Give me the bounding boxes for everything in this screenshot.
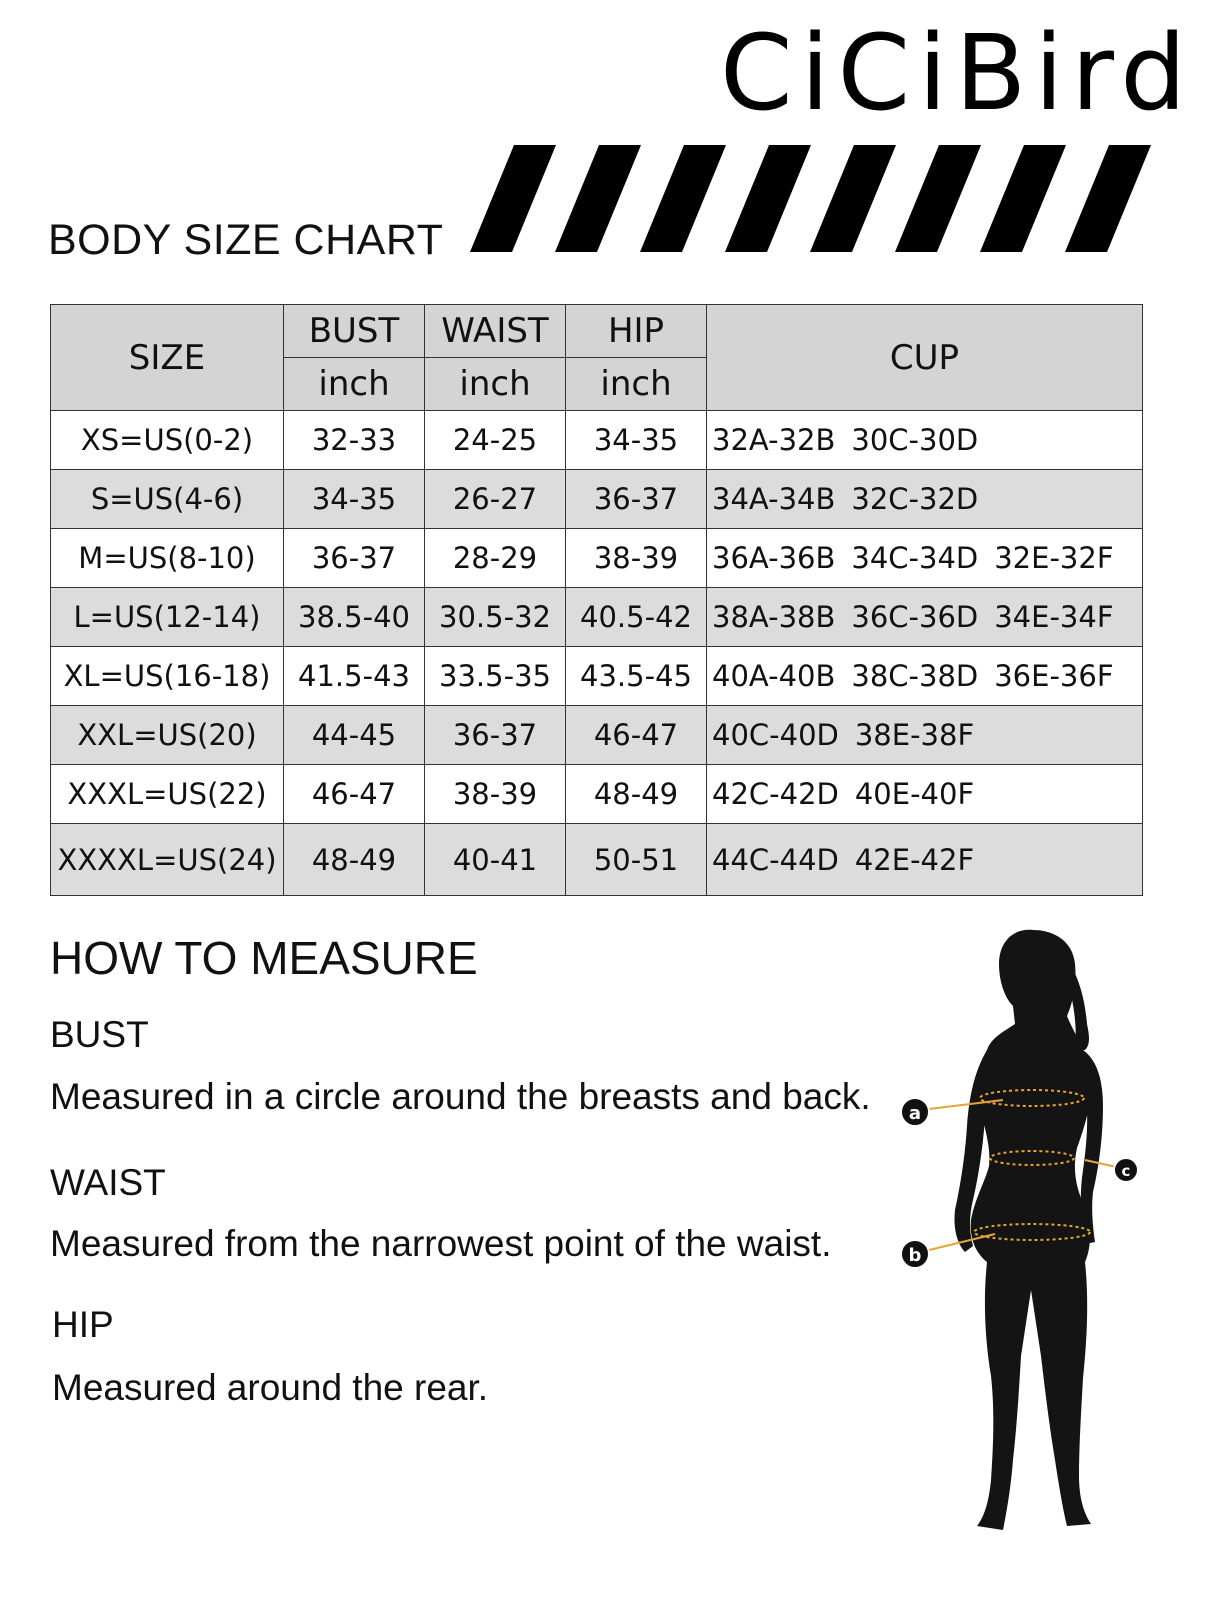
- chart-title: BODY SIZE CHART: [48, 216, 444, 264]
- cup-size: 40C-40D: [712, 718, 839, 752]
- cup-size: 36A-36B: [712, 541, 836, 575]
- cell-hip: 50-51: [566, 824, 707, 896]
- cup-size: 38A-38B: [712, 600, 836, 634]
- header-bust: BUST: [284, 305, 425, 358]
- cup-size: 40A-40B: [712, 659, 836, 693]
- body-silhouette-figure: [895, 920, 1155, 1550]
- cell-bust: 41.5-43: [284, 647, 425, 706]
- cell-hip: 43.5-45: [566, 647, 707, 706]
- cup-size: 42C-42D: [712, 777, 839, 811]
- table-row: [51, 470, 1143, 529]
- cell-hip: 36-37: [566, 470, 707, 529]
- cup-size: 34A-34B: [712, 482, 836, 516]
- cell-size: XXXXL=US(24): [51, 824, 284, 896]
- cell-waist: 36-37: [425, 706, 566, 765]
- cup-size: 42E-42F: [854, 842, 975, 877]
- header-waist: WAIST: [425, 305, 566, 358]
- header-bust-unit: inch: [284, 358, 425, 411]
- cup-size: 32A-32B: [712, 423, 836, 457]
- header-size: SIZE: [51, 305, 284, 411]
- cell-cup: [707, 824, 1143, 896]
- table-body: [51, 411, 1143, 896]
- bust-label: BUST: [50, 1014, 149, 1055]
- cup-size: 32E-32F: [994, 541, 1114, 575]
- cell-hip: 40.5-42: [566, 588, 707, 647]
- marker-a-icon: [901, 1098, 929, 1126]
- header-cup: CUP: [707, 305, 1143, 411]
- table-row: [51, 647, 1143, 706]
- cup-size: 32C-32D: [851, 482, 979, 516]
- cell-bust: 46-47: [284, 765, 425, 824]
- cell-bust: 44-45: [284, 706, 425, 765]
- cup-size: 36C-36D: [851, 600, 979, 634]
- table-row: [51, 824, 1143, 896]
- cup-size: 36E-36F: [994, 659, 1114, 693]
- table-row: [51, 411, 1143, 470]
- hip-description: Measured around the rear.: [52, 1367, 489, 1408]
- header-hip-unit: inch: [566, 358, 707, 411]
- marker-b-label: b: [908, 1245, 922, 1266]
- marker-b-icon: [901, 1240, 929, 1268]
- cell-waist: 28-29: [425, 529, 566, 588]
- cell-cup: [707, 411, 1143, 470]
- cup-size: 30C-30D: [851, 423, 979, 457]
- cell-size: XXL=US(20): [51, 706, 284, 765]
- size-table: [50, 304, 1143, 896]
- marker-a-label: a: [908, 1103, 922, 1124]
- cell-size: L=US(12-14): [51, 588, 284, 647]
- cell-waist: 33.5-35: [425, 647, 566, 706]
- cell-size: XXXL=US(22): [51, 765, 284, 824]
- header-hip: HIP: [566, 305, 707, 358]
- cell-bust: 36-37: [284, 529, 425, 588]
- cell-size: XS=US(0-2): [51, 411, 284, 470]
- marker-c-icon: [1114, 1158, 1138, 1182]
- marker-c-label: c: [1121, 1162, 1131, 1180]
- hip-label: HIP: [52, 1304, 114, 1345]
- table-row: [51, 765, 1143, 824]
- cell-cup: [707, 470, 1143, 529]
- cup-size: 34C-34D: [851, 541, 979, 575]
- brand-stripes: [470, 145, 1160, 255]
- brand-logo: CiCiBird: [720, 12, 1195, 134]
- cell-cup: [707, 647, 1143, 706]
- cup-size: 38E-38F: [854, 718, 975, 752]
- cell-cup: [707, 765, 1143, 824]
- cell-size: S=US(4-6): [51, 470, 284, 529]
- cell-hip: 34-35: [566, 411, 707, 470]
- cell-bust: 34-35: [284, 470, 425, 529]
- cell-bust: 32-33: [284, 411, 425, 470]
- waist-label: WAIST: [50, 1162, 166, 1203]
- cell-cup: [707, 588, 1143, 647]
- cell-waist: 40-41: [425, 824, 566, 896]
- cell-hip: 38-39: [566, 529, 707, 588]
- cell-cup: [707, 706, 1143, 765]
- waist-description: Measured from the narrowest point of the waist.: [50, 1223, 832, 1264]
- cell-cup: [707, 529, 1143, 588]
- table-row: [51, 706, 1143, 765]
- cup-size: 44C-44D: [712, 842, 839, 877]
- cell-size: M=US(8-10): [51, 529, 284, 588]
- cell-waist: 24-25: [425, 411, 566, 470]
- cell-waist: 38-39: [425, 765, 566, 824]
- cell-bust: 48-49: [284, 824, 425, 896]
- table-row: [51, 588, 1143, 647]
- header-waist-unit: inch: [425, 358, 566, 411]
- how-to-measure-title: HOW TO MEASURE: [50, 932, 478, 984]
- cell-hip: 48-49: [566, 765, 707, 824]
- bust-description: Measured in a circle around the breasts and back.: [50, 1076, 871, 1117]
- cup-size: 34E-34F: [994, 600, 1114, 634]
- cell-waist: 26-27: [425, 470, 566, 529]
- table-row: [51, 529, 1143, 588]
- cup-size: 38C-38D: [851, 659, 979, 693]
- cell-size: XL=US(16-18): [51, 647, 284, 706]
- cell-waist: 30.5-32: [425, 588, 566, 647]
- cup-size: 40E-40F: [854, 777, 975, 811]
- cell-bust: 38.5-40: [284, 588, 425, 647]
- cell-hip: 46-47: [566, 706, 707, 765]
